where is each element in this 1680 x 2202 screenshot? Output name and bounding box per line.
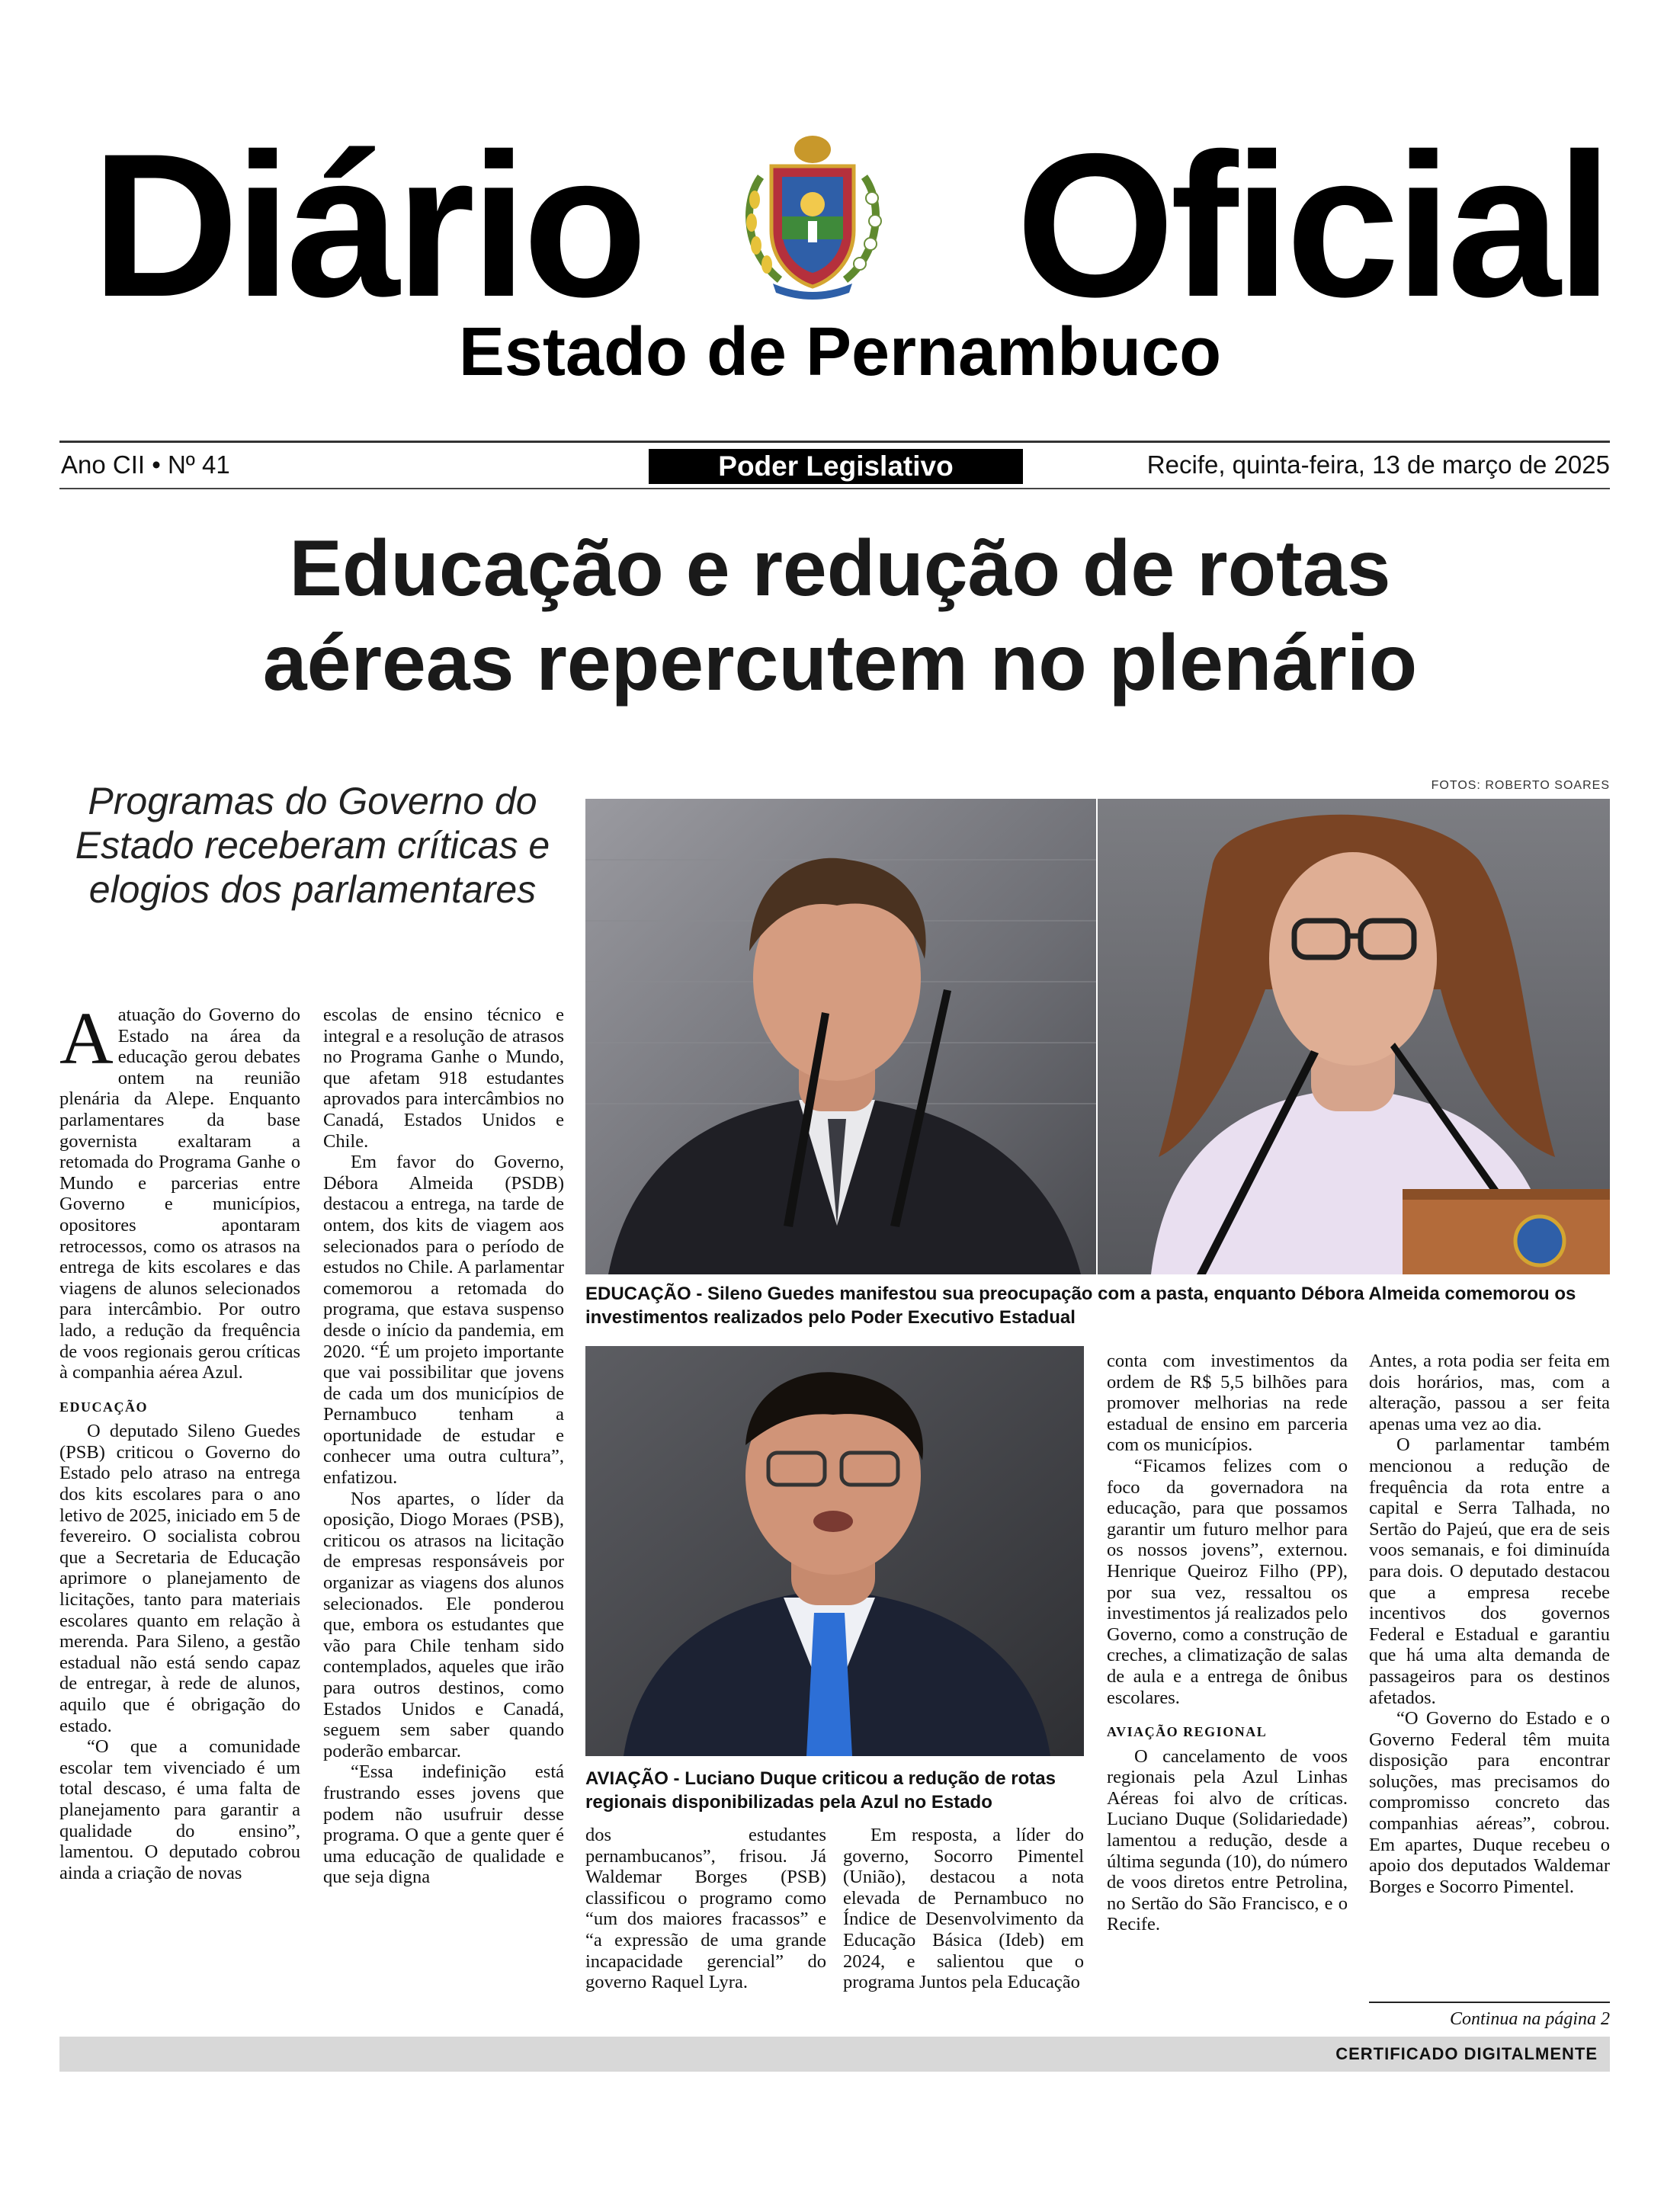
- article-paragraph: O parlamentar também mencionou a redução de frequência da rota entre a capital e Serra Talhada, no Sertão do Pajeú, que era de seis voos semanais, e foi diminuída para dois. O deputado destacou que a empresa recebe incentivos dos governos Federal e Estadual e garantiu que há uma alta demanda de passageiros para os destinos afetados.: [1369, 1434, 1610, 1708]
- header-rule-bottom: [59, 488, 1610, 489]
- article-paragraph: “O que a comunidade escolar tem vivenciado é um total descaso, é uma falta de planejamento para garantir a qualidade do ensino”, lamentou. O deputado cobrou ainda a criação de novas: [59, 1736, 300, 1883]
- article-paragraph: Em favor do Governo, Débora Almeida (PSDB) destacou a entrega, na tarde de ontem, dos kits de viagem aos selecionados para o período de estudos no Chile. A parlamentar comemorou a retomada do programa, que estava suspenso desde o início da pandemia, em 2020. “É um projeto importante que vai possibilitar que jovens de cada um dos municípios de Pernambuco tenham a oportunidade de estudar e conhecer uma outra cultura”, enfatizou.: [323, 1152, 564, 1489]
- digital-certificate-label: CERTIFICADO DIGITALMENTE: [1335, 2044, 1598, 2063]
- article-paragraph: conta com investimentos da ordem de R$ 5,5 bilhões para promover melhorias na rede estadual de ensino em parceria com os municípios.: [1107, 1351, 1348, 1456]
- article-column-2: [323, 1005, 564, 1888]
- article-paragraph: “O Governo do Estado e o Governo Federal têm muita disposição para encontrar soluções, mas precisamos do compromisso concreto das companhias aéreas”, cobrou. Em apartes, Duque recebeu o apoio dos deputados Waldemar Borges e Socorro Pimentel.: [1369, 1708, 1610, 1897]
- article-paragraph: “Essa indefinição está frustrando esses jovens que podem não usufruir desse programa. O que a gente quer é uma educação de qualidade e que seja digna: [323, 1761, 564, 1888]
- article-column-5: [1107, 1351, 1348, 1935]
- headline: [46, 521, 1634, 710]
- photo-caption-aviacao: AVIAÇÃO - Luciano Duque criticou a redução de rotas regionais disponibilizadas pela Azul no Estado: [585, 1768, 1056, 1813]
- article-column-4: [843, 1825, 1084, 1993]
- masthead-subtitle: Estado de Pernambuco: [458, 314, 1222, 390]
- article-paragraph: O cancelamento de voos regionais pela Azul Linhas Aéreas foi alvo de críticas. Luciano Duque (Solidariedade) lamentou a redução, desde a última segunda (10), do número de voos diretos entre Petrolina, no Sertão do São Francisco, e o Recife.: [1107, 1745, 1348, 1935]
- article-paragraph: escolas de ensino técnico e integral e a resolução de atrasos no Programa Ganhe o Mundo, que afetam 918 estudantes aprovados para intercâmbios no Canadá, Estados Unidos e Chile.: [323, 1005, 564, 1152]
- section-badge: Poder Legislativo: [649, 449, 1023, 484]
- article-paragraph: Nos apartes, o líder da oposição, Diogo Moraes (PSB), criticou os atrasos na licitação de empresas responsáveis por organizar as viagens dos alunos selecionados. Ele ponderou que, embora os estudantes que vão para Chile tenham sido contemplados, aqueles que irão para outros destinos, como Estados Unidos e Canadá, seguem sem saber quando poderão embarcar.: [323, 1488, 564, 1761]
- article-paragraph: Aatuação do Governo do Estado na área da educação gerou debates ontem na reunião plenária da Alepe. Enquanto parlamentares da base governista exaltaram a retomada do Programa Ganhe o Mundo e parcerias entre Governo e municípios, opositores apontaram retrocessos, como os atrasos na entrega de kits escolares e das viagens de alunos selecionados para intercâmbio. Por outro lado, a redução da frequência de voos regionais gerou críticas à companhia aérea Azul.: [59, 998, 300, 1383]
- article-paragraph: dos estudantes pernambucanos”, frisou. Já Waldemar Borges (PSB) classificou o programo como “um dos maiores fracassos” e “a expressão de uma grande incapacidade gerencial” do governo Raquel Lyra.: [585, 1825, 826, 1993]
- masthead-word-diario: Diário: [91, 111, 643, 339]
- issue-number: Ano CII • Nº 41: [61, 450, 230, 479]
- article-paragraph: Em resposta, a líder do governo, Socorro Pimentel (União), destacou a nota elevada de Pernambuco no Índice de Desenvolvimento da Educação Básica (Ideb) em 2024, e salientou que o programa Juntos pela Educação: [843, 1825, 1084, 1993]
- masthead-word-oficial: Oficial: [1015, 111, 1608, 339]
- article-paragraph: “Ficamos felizes com o foco da governadora na educação, para que possamos garantir um futuro melhor para os nossos jovens”, externou. Henrique Queiroz Filho (PP), por sua vez, ressaltou os investimentos já realizados pelo Governo, como a construção de creches, a climatização de salas de aula e a entrega de ônibus escolares.: [1107, 1455, 1348, 1708]
- article-paragraph: O deputado Sileno Guedes (PSB) criticou o Governo do Estado pelo atraso na entrega dos kits escolares para o ano letivo de 2025, iniciado em 5 de fevereiro. O socialista cobrou que a Secretaria de Educação aprimore o planejamento de licitações, tanto para materiais escolares quanto em relação à merenda. Para Sileno, a gestão estadual não está sendo capaz de entregar, à rede de alunos, aquilo que é obrigação do estado.: [59, 1421, 300, 1736]
- article-paragraph: Antes, a rota podia ser feita em dois horários, mas, com a alteração, passou a ser feita apenas uma vez ao dia.: [1369, 1351, 1610, 1434]
- subhead: Programas do Governo do Estado receberam críticas e elogios dos parlamentares: [75, 780, 550, 911]
- dateline: Recife, quinta-feira, 13 de março de 2025: [1146, 450, 1610, 479]
- photo-luciano-duque: [585, 1346, 1084, 1756]
- pernambuco-coat-of-arms-icon: [738, 131, 887, 300]
- continua-rule: [1369, 2002, 1610, 2003]
- section-kicker-educacao: EDUCAÇÃO: [59, 1399, 149, 1415]
- headline-line-2: aéreas repercutem no plenário: [262, 619, 1418, 707]
- photo-debora-almeida: [1098, 799, 1610, 1274]
- article-column-1: [59, 998, 300, 1883]
- section-kicker-aviacao: AVIAÇÃO REGIONAL: [1107, 1724, 1268, 1740]
- continued-on-page-link[interactable]: Continua na página 2: [1449, 2009, 1610, 2029]
- headline-line-1: Educação e redução de rotas: [289, 524, 1391, 613]
- photo-caption-educacao: EDUCAÇÃO - Sileno Guedes manifestou sua preocupação com a pasta, enquanto Débora Almeida comemorou os investimentos realizados pelo Poder Executivo Estadual: [585, 1284, 1576, 1328]
- photo-credit: FOTOS: ROBERTO SOARES: [1431, 779, 1610, 792]
- header-rule-top: [59, 441, 1610, 443]
- photo-sileno-guedes: [585, 799, 1096, 1274]
- article-column-6: [1369, 1351, 1610, 1897]
- drop-cap: A: [59, 998, 114, 1080]
- article-column-3: [585, 1825, 826, 1993]
